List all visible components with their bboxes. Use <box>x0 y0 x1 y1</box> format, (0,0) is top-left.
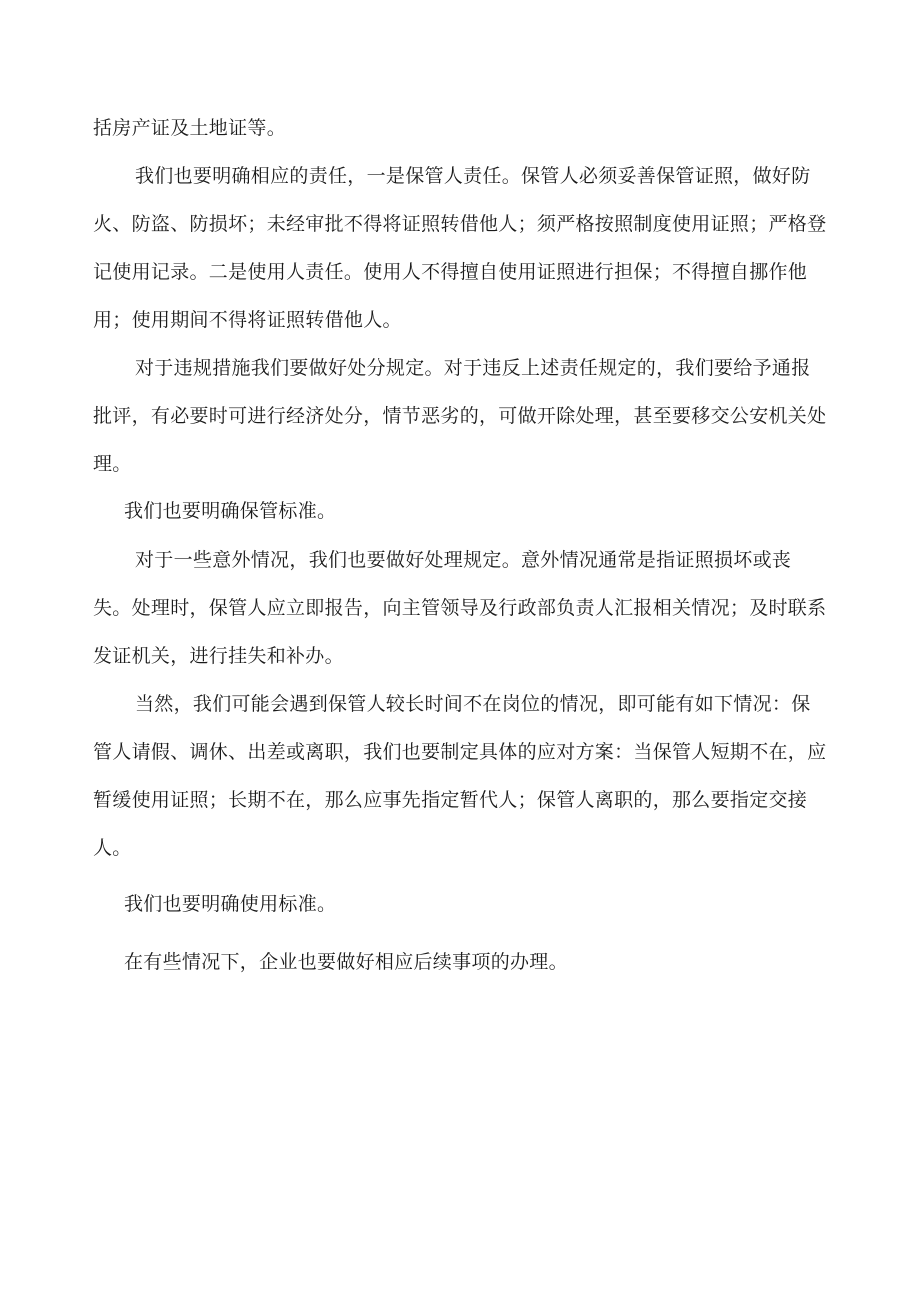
paragraph-accidents: 对于一些意外情况，我们也要做好处理规定。意外情况通常是指证照损坏或丧失。处理时，保管人应立即报告，向主管领导及行政部负责人汇报相关情况；及时联系发证机关，进行挂失和补办。 <box>93 549 827 667</box>
paragraph-responsibilities: 我们也要明确相应的责任，一是保管人责任。保管人必须妥善保管证照，做好防火、防盗、防损坏；未经审批不得将证照转借他人；须严格按照制度使用证照；严格登记使用记录。二是使用人责任。使用人不得擅自使用证照进行担保；不得擅自挪作他用；使用期间不得将证照转借他人。 <box>93 165 827 331</box>
paragraph-penalties: 对于违规措施我们要做好处分规定。对于违反上述责任规定的，我们要给予通报批评，有必要时可进行经济处分，情节恶劣的，可做开除处理，甚至要移交公安机关处理。 <box>93 357 827 475</box>
paragraph-follow-up: 在有些情况下，企业也要做好相应后续事项的办理。 <box>124 951 568 973</box>
paragraph-usage-standard: 我们也要明确使用标准。 <box>124 893 337 915</box>
paragraph-storage-standard: 我们也要明确保管标准。 <box>124 500 337 522</box>
paragraph-custodian-absence: 当然，我们可能会遇到保管人较长时间不在岗位的情况，即可能有如下情况：保管人请假、调休、出差或离职，我们也要制定具体的应对方案：当保管人短期不在，应暂缓使用证照；长期不在，那么应事先指定暂代人；保管人离职的，那么要指定交接人。 <box>93 693 827 859</box>
paragraph-continuation: 括房产证及土地证等。 <box>93 117 287 139</box>
